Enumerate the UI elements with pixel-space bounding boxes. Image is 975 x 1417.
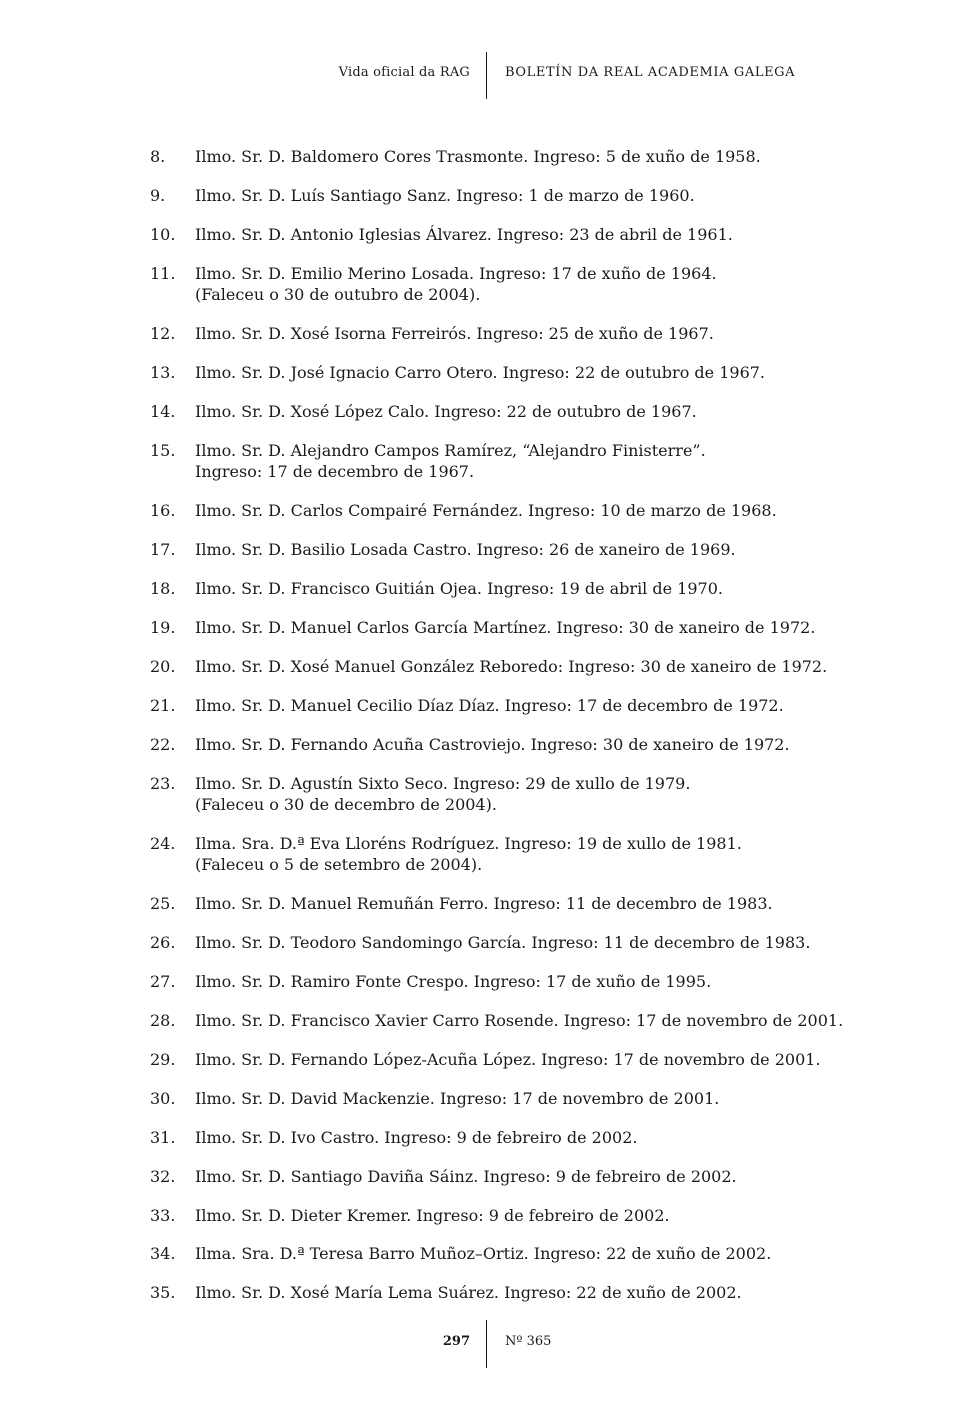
list-item-text <box>195 971 875 992</box>
list-item-number: 23. <box>150 773 176 793</box>
list-item-text <box>195 1010 875 1031</box>
list-item-text <box>195 695 875 716</box>
list-item-main-line: Ilmo. Sr. D. Manuel Cecilio Díaz Díaz. Ingreso: 17 de decembro de 1972. <box>195 695 784 715</box>
list-item-text <box>195 1205 875 1226</box>
list-item-note: (Faleceu o 30 de decembro de 2004). <box>195 794 497 814</box>
list-item-text <box>195 224 875 245</box>
list-item-number: 9. <box>150 185 166 205</box>
page-footer <box>0 1320 975 1370</box>
list-item-text <box>195 617 875 638</box>
list-item-number: 32. <box>150 1166 176 1186</box>
list-item-text <box>195 1282 875 1303</box>
list-item-number: 30. <box>150 1088 176 1108</box>
list-item-main-line: Ilmo. Sr. D. Xosé María Lema Suárez. Ingreso: 22 de xuño de 2002. <box>195 1283 742 1303</box>
list-item-text <box>195 893 875 914</box>
list-item-text <box>195 578 875 599</box>
list-item-main-line: Ilmo. Sr. D. Fernando Acuña Castroviejo. Ingreso: 30 de xaneiro de 1972. <box>195 734 790 754</box>
running-header <box>0 52 975 100</box>
list-item-text <box>195 1049 875 1070</box>
list-item-main-line: Ilmo. Sr. D. Francisco Xavier Carro Rosende. Ingreso: 17 de novembro de 2001. <box>195 1011 844 1030</box>
list-item-text <box>195 323 875 344</box>
list-item-text <box>195 833 875 875</box>
list-item-note: Ingreso: 17 de decembro de 1967. <box>195 461 475 481</box>
list-item-number: 14. <box>150 401 176 421</box>
list-item-number: 27. <box>150 972 176 992</box>
list-item-number: 29. <box>150 1049 176 1069</box>
header-divider <box>486 52 487 99</box>
list-item-number: 25. <box>150 894 176 914</box>
list-item-main-line: Ilmo. Sr. D. Fernando López-Acuña López. Ingreso: 17 de novembro de 2001. <box>195 1049 821 1069</box>
list-item-main-line: Ilmo. Sr. D. Ramiro Fonte Crespo. Ingreso: 17 de xuño de 1995. <box>195 972 712 992</box>
list-item-number: 13. <box>150 363 176 382</box>
list-item-number: 20. <box>150 656 176 676</box>
list-item-number: 28. <box>150 1011 176 1030</box>
list-item-main-line: Ilmo. Sr. D. Ivo Castro. Ingreso: 9 de febreiro de 2002. <box>195 1127 638 1147</box>
list-item-number: 11. <box>150 263 176 283</box>
list-item-main-line: Ilma. Sra. D.ª Teresa Barro Muñoz–Ortiz. Ingreso: 22 de xuño de 2002. <box>195 1244 772 1264</box>
list-item-text <box>195 263 875 305</box>
list-item-number: 12. <box>150 324 176 344</box>
list-item-main-line: Ilmo. Sr. D. David Mackenzie. Ingreso: 17 de novembro de 2001. <box>195 1088 720 1108</box>
list-item-number: 8. <box>150 147 166 166</box>
list-item-main-line: Ilmo. Sr. D. Xosé López Calo. Ingreso: 22 de outubro de 1967. <box>195 401 697 421</box>
list-item-text <box>195 1243 875 1264</box>
list-item-main-line: Ilmo. Sr. D. Luís Santiago Sanz. Ingreso: 1 de marzo de 1960. <box>195 185 695 205</box>
list-item-main-line: Ilmo. Sr. D. Agustín Sixto Seco. Ingreso: 29 de xullo de 1979. <box>195 773 691 793</box>
list-item-number: 21. <box>150 695 176 715</box>
list-item-main-line: Ilmo. Sr. D. Carlos Compairé Fernández. Ingreso: 10 de marzo de 1968. <box>195 501 777 521</box>
list-item-text <box>195 539 875 560</box>
list-item-text <box>195 1166 875 1187</box>
list-item-main-line: Ilmo. Sr. D. Teodoro Sandomingo García. Ingreso: 11 de decembro de 1983. <box>195 933 811 953</box>
list-item-number: 22. <box>150 734 176 754</box>
list-item-main-line: Ilmo. Sr. D. Antonio Iglesias Álvarez. Ingreso: 23 de abril de 1961. <box>195 224 733 244</box>
list-item-text <box>195 362 875 383</box>
list-item-number: 35. <box>150 1283 176 1303</box>
list-item-text <box>195 146 875 167</box>
list-item-main-line: Ilmo. Sr. D. Baldomero Cores Trasmonte. Ingreso: 5 de xuño de 1958. <box>195 147 761 166</box>
list-item-text <box>195 656 875 677</box>
list-item-main-line: Ilmo. Sr. D. Manuel Carlos García Martínez. Ingreso: 30 de xaneiro de 1972. <box>195 617 816 637</box>
list-item-main-line: Ilma. Sra. D.ª Eva Lloréns Rodríguez. Ingreso: 19 de xullo de 1981. <box>195 833 742 853</box>
list-item-text <box>195 1127 875 1148</box>
list-item-note: (Faleceu o 30 de outubro de 2004). <box>195 284 481 304</box>
header-section-title: Vida oficial da RAG <box>338 65 470 80</box>
list-item-main-line: Ilmo. Sr. D. Basilio Losada Castro. Ingreso: 26 de xaneiro de 1969. <box>195 540 736 560</box>
list-item-text <box>195 734 875 755</box>
list-item-text <box>195 185 875 206</box>
list-item-number: 34. <box>150 1244 176 1264</box>
header-journal-title: BOLETÍN DA REAL ACADEMIA GALEGA <box>505 65 796 80</box>
page-number: 297 <box>442 1334 470 1349</box>
list-item-text <box>195 401 875 422</box>
list-item-number: 26. <box>150 933 176 953</box>
list-item-main-line: Ilmo. Sr. D. Emilio Merino Losada. Ingreso: 17 de xuño de 1964. <box>195 263 717 283</box>
list-item-main-line: Ilmo. Sr. D. Xosé Isorna Ferreirós. Ingreso: 25 de xuño de 1967. <box>195 324 714 344</box>
list-item-number: 17. <box>150 540 176 560</box>
list-item-number: 19. <box>150 617 176 637</box>
list-item-number: 16. <box>150 501 176 521</box>
list-item-number: 24. <box>150 833 176 853</box>
list-item-main-line: Ilmo. Sr. D. Dieter Kremer. Ingreso: 9 de febreiro de 2002. <box>195 1205 670 1225</box>
list-item-main-line: Ilmo. Sr. D. Santiago Daviña Sáinz. Ingreso: 9 de febreiro de 2002. <box>195 1166 737 1186</box>
list-item-text <box>195 440 875 482</box>
list-item-text <box>195 932 875 953</box>
list-item-main-line: Ilmo. Sr. D. Alejandro Campos Ramírez, “Alejandro Finisterre”. <box>195 440 706 460</box>
footer-divider <box>486 1320 487 1368</box>
list-item-text <box>195 1088 875 1109</box>
list-item-main-line: Ilmo. Sr. D. Francisco Guitián Ojea. Ingreso: 19 de abril de 1970. <box>195 579 723 598</box>
list-item-text <box>195 773 875 815</box>
list-item-main-line: Ilmo. Sr. D. Manuel Remuñán Ferro. Ingreso: 11 de decembro de 1983. <box>195 894 773 914</box>
issue-number: Nº 365 <box>505 1334 552 1349</box>
list-item-text <box>195 500 875 521</box>
list-item-number: 10. <box>150 224 176 244</box>
list-item-note: (Faleceu o 5 de setembro de 2004). <box>195 854 483 874</box>
list-item-number: 18. <box>150 579 176 598</box>
list-item-number: 33. <box>150 1205 176 1225</box>
list-item-number: 31. <box>150 1127 176 1147</box>
list-item-number: 15. <box>150 440 176 460</box>
list-item-main-line: Ilmo. Sr. D. Xosé Manuel González Reboredo: Ingreso: 30 de xaneiro de 1972. <box>195 656 828 676</box>
list-item-main-line: Ilmo. Sr. D. José Ignacio Carro Otero. Ingreso: 22 de outubro de 1967. <box>195 363 766 382</box>
